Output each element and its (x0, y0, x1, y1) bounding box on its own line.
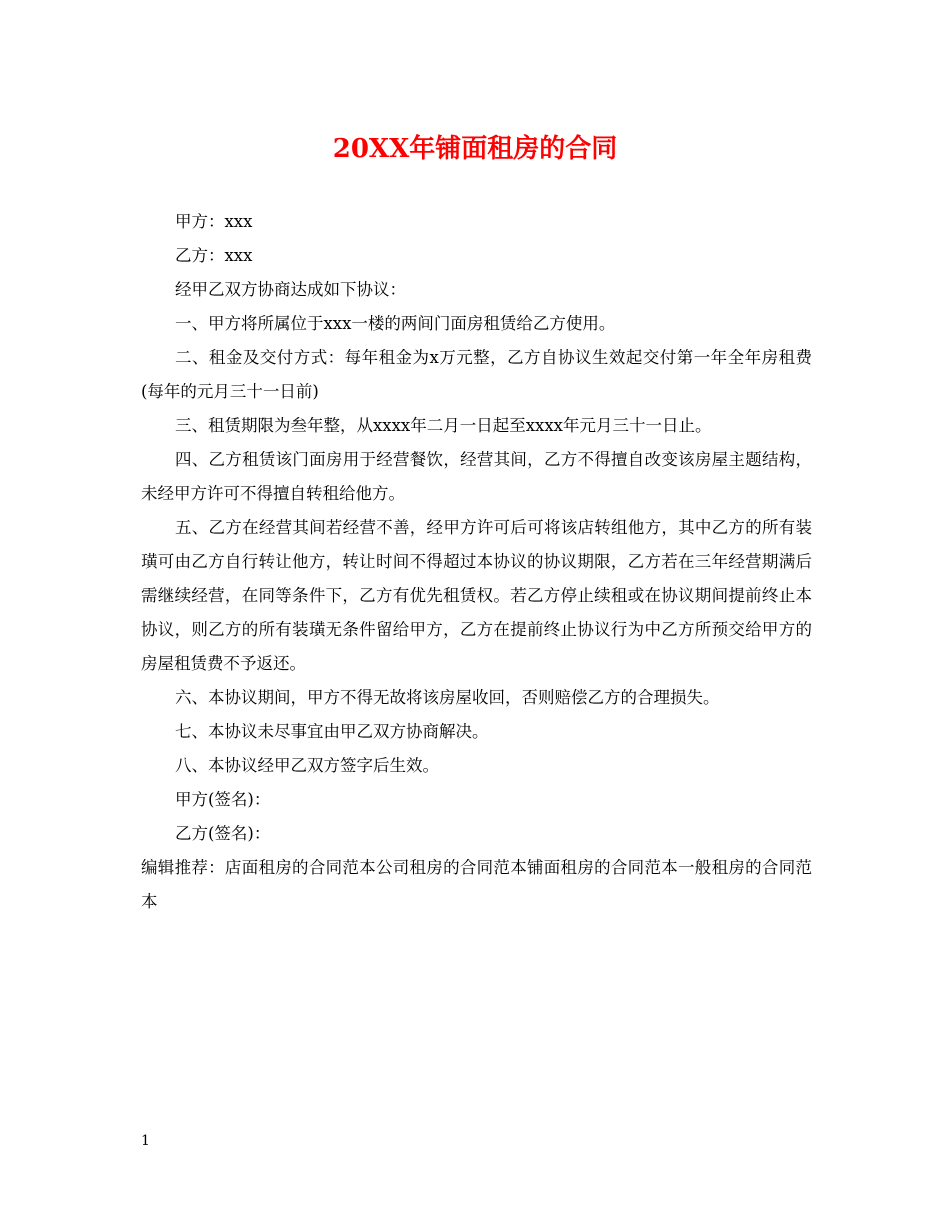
paragraph-agreement-intro: 经甲乙双方协商达成如下协议： (175, 280, 406, 299)
document-body (141, 205, 812, 919)
page-number: 1 (141, 1133, 150, 1149)
paragraph-clause-6: 六、本协议期间，甲方不得无故将该房屋收回，否则赔偿乙方的合理损失。 (175, 688, 720, 707)
paragraph-clause-5: 五、乙方在经营其间若经营不善，经甲方许可后可将该店转组他方，其中乙方的所有装璜可由乙方自行转让他方，转让时间不得超过本协议的协议期限，乙方若在三年经营期满后需继续经营，在同等条件下，乙方有优先租赁权。若乙方停止续租或在协议期间提前终止本协议，则乙方的所有装璜无条件留给甲方，乙方在提前终止协议行为中乙方所预交给甲方的房屋租赁费不予返还。 (141, 518, 812, 673)
signature-party-b: 乙方(签名)： (175, 824, 271, 843)
paragraph-clause-4: 四、乙方租赁该门面房用于经营餐饮，经营其间，乙方不得擅自改变该房屋主题结构，未经甲方许可不得擅自转租给他方。 (141, 450, 812, 503)
paragraph-clause-2: 二、租金及交付方式：每年租金为x万元整，乙方自协议生效起交付第一年全年房租费(每年的元月三十一日前) (141, 348, 812, 401)
paragraph-clause-7: 七、本协议未尽事宜由甲乙双方协商解决。 (175, 722, 489, 741)
editor-recommendation: 编辑推荐：店面租房的合同范本公司租房的合同范本铺面租房的合同范本一般租房的合同范本 (141, 858, 812, 911)
paragraph-clause-1: 一、甲方将所属位于xxx一楼的两间门面房租赁给乙方使用。 (175, 314, 616, 333)
signature-party-a: 甲方(签名)： (175, 790, 271, 809)
paragraph-clause-8: 八、本协议经甲乙双方签字后生效。 (175, 756, 439, 775)
paragraph-clause-3: 三、租赁期限为叁年整，从xxxx年二月一日起至xxxx年元月三十一日止。 (175, 416, 712, 435)
document-title: 20XX年铺面租房的合同 (332, 134, 618, 164)
paragraph-party-a: 甲方：xxx (175, 212, 253, 231)
paragraph-party-b: 乙方：xxx (175, 246, 253, 265)
